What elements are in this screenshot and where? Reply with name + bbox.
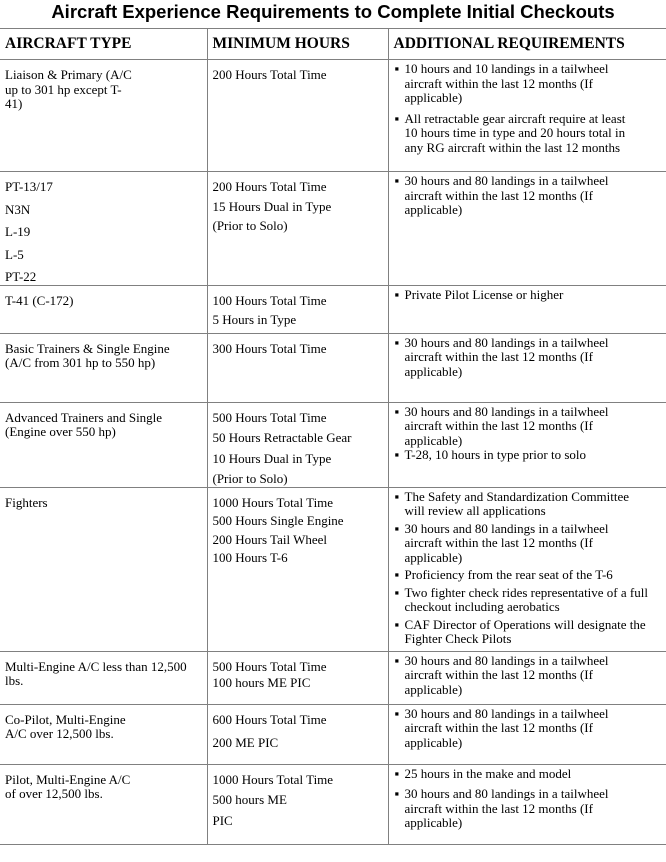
minimum-hours-line: 100 Hours Total Time xyxy=(212,292,327,308)
requirements-list xyxy=(393,767,663,831)
additional-requirements-cell xyxy=(388,487,666,651)
minimum-hours-line: 50 Hours Retractable Gear xyxy=(212,430,352,445)
bullet-icon: ▪ xyxy=(394,616,400,632)
requirement-text-line: applicable) xyxy=(404,432,463,448)
requirements-list xyxy=(393,336,663,380)
aircraft-type-line: (Engine over 550 hp) xyxy=(5,424,116,439)
requirement-text-line: aircraft within the last 12 months (If xyxy=(404,187,593,203)
aircraft-type-line: Co-Pilot, Multi-Engine xyxy=(5,711,126,727)
aircraft-type-cell xyxy=(0,704,207,764)
minimum-hours-line: 1000 Hours Total Time xyxy=(212,494,334,510)
minimum-hours-line: 1000 Hours Total Time xyxy=(212,771,334,787)
minimum-hours-line: 200 ME PIC xyxy=(212,735,279,750)
minimum-hours-cell xyxy=(207,487,388,651)
requirement-text-line: 30 hours and 80 landings in a tailwheel xyxy=(404,786,609,801)
requirement-text-line: All retractable gear aircraft require at least xyxy=(404,110,626,126)
requirement-item xyxy=(393,405,663,449)
bullet-icon: ▪ xyxy=(394,61,400,76)
aircraft-type-line: 41) xyxy=(5,96,23,111)
requirements-table xyxy=(0,28,666,845)
minimum-hours-cell xyxy=(207,285,388,333)
requirement-text-line: Fighter Check Pilots xyxy=(404,631,512,646)
additional-requirements-cell xyxy=(388,60,666,172)
minimum-hours-line: 10 Hours Dual in Type xyxy=(212,450,332,466)
requirements-list xyxy=(393,62,663,155)
bullet-icon: ▪ xyxy=(394,447,400,462)
requirement-text-line: applicable) xyxy=(404,815,463,830)
requirements-list xyxy=(393,174,663,218)
aircraft-type-line: Basic Trainers & Single Engine xyxy=(5,340,170,356)
bullet-icon: ▪ xyxy=(394,488,400,504)
minimum-hours-cell xyxy=(207,60,388,172)
header-additional-requirements: ADDITIONAL REQUIREMENTS xyxy=(388,29,666,60)
table-body xyxy=(0,60,666,845)
aircraft-type-line: lbs. xyxy=(5,673,24,688)
requirement-text-line: 10 hours time in type and 20 hours total in xyxy=(404,125,626,140)
requirement-text-line: Private Pilot License or higher xyxy=(404,286,564,302)
additional-requirements-cell xyxy=(388,402,666,487)
requirement-item xyxy=(393,336,663,380)
minimum-hours-line: 100 hours ME PIC xyxy=(212,675,311,690)
requirement-item xyxy=(393,490,663,519)
requirement-item xyxy=(393,448,663,463)
minimum-hours-line: 200 Hours Total Time xyxy=(212,67,327,82)
requirement-text-line: aircraft within the last 12 months (If xyxy=(404,349,593,364)
aircraft-type-cell xyxy=(0,487,207,651)
requirement-item xyxy=(393,787,663,831)
aircraft-type-line: PT-13/17 xyxy=(5,179,53,194)
bullet-icon: ▪ xyxy=(394,786,400,801)
requirement-item xyxy=(393,654,663,698)
aircraft-type-cell xyxy=(0,651,207,704)
requirement-text-line: aircraft within the last 12 months (If xyxy=(404,720,593,735)
aircraft-type-cell xyxy=(0,333,207,402)
minimum-hours-line: (Prior to Solo) xyxy=(212,471,288,486)
requirements-list xyxy=(393,490,663,647)
requirement-item xyxy=(393,288,663,303)
requirement-text-line: aircraft within the last 12 months (If xyxy=(404,75,593,91)
requirement-text-line: The Safety and Standardization Committee xyxy=(404,488,630,504)
minimum-hours-line: 5 Hours in Type xyxy=(212,312,297,327)
table-row xyxy=(0,333,666,402)
header-minimum-hours: MINIMUM HOURS xyxy=(207,29,388,60)
minimum-hours-cell xyxy=(207,651,388,704)
requirement-text-line: checkout including aerobatics xyxy=(404,599,560,614)
bullet-icon: ▪ xyxy=(394,705,400,721)
table-row xyxy=(0,764,666,844)
aircraft-type-cell xyxy=(0,402,207,487)
aircraft-type-cell xyxy=(0,60,207,172)
requirements-list xyxy=(393,707,663,751)
aircraft-type-line: Pilot, Multi-Engine A/C xyxy=(5,771,131,787)
aircraft-type-line: L-5 xyxy=(5,246,24,262)
minimum-hours-line: 600 Hours Total Time xyxy=(212,711,327,727)
requirement-text-line: aircraft within the last 12 months (If xyxy=(404,418,593,433)
aircraft-type-cell xyxy=(0,285,207,333)
requirements-list xyxy=(393,405,663,463)
requirement-text-line: Proficiency from the rear seat of the T-6 xyxy=(404,567,613,582)
additional-requirements-cell xyxy=(388,704,666,764)
table-row xyxy=(0,172,666,286)
aircraft-type-line: L-19 xyxy=(5,224,31,239)
requirement-text-line: aircraft within the last 12 months (If xyxy=(404,535,593,550)
requirement-item xyxy=(393,618,663,647)
header-row xyxy=(0,29,666,60)
requirement-text-line: T-28, 10 hours in type prior to solo xyxy=(404,447,587,462)
bullet-icon: ▪ xyxy=(394,110,400,126)
requirement-item xyxy=(393,174,663,218)
requirement-text-line: applicable) xyxy=(404,90,463,105)
requirement-text-line: applicable) xyxy=(404,202,463,217)
minimum-hours-line: (Prior to Solo) xyxy=(212,218,288,233)
requirement-item xyxy=(393,568,663,583)
table-row xyxy=(0,487,666,651)
aircraft-type-line: up to 301 hp except T- xyxy=(5,81,122,97)
requirement-text-line: applicable) xyxy=(404,549,463,565)
minimum-hours-cell xyxy=(207,333,388,402)
requirement-text-line: applicable) xyxy=(404,363,463,379)
minimum-hours-cell xyxy=(207,172,388,286)
requirement-text-line: 25 hours in the make and model xyxy=(404,765,572,781)
requirement-text-line: any RG aircraft within the last 12 months xyxy=(404,139,621,155)
requirement-text-line: 30 hours and 80 landings in a tailwheel xyxy=(404,334,609,350)
requirement-text-line: CAF Director of Operations will designate the xyxy=(404,616,646,632)
additional-requirements-cell xyxy=(388,764,666,844)
header-aircraft-type: AIRCRAFT TYPE xyxy=(0,29,207,60)
requirement-text-line: 30 hours and 80 landings in a tailwheel xyxy=(404,652,609,668)
requirements-list xyxy=(393,288,663,303)
minimum-hours-line: 500 Hours Total Time xyxy=(212,658,327,674)
requirement-item xyxy=(393,62,663,106)
requirement-text-line: 30 hours and 80 landings in a tailwheel xyxy=(404,173,609,188)
minimum-hours-line: 500 Hours Total Time xyxy=(212,409,327,425)
bullet-icon: ▪ xyxy=(394,765,400,781)
requirement-text-line: will review all applications xyxy=(404,503,546,518)
aircraft-type-line: A/C over 12,500 lbs. xyxy=(5,726,114,741)
requirement-text-line: aircraft within the last 12 months (If xyxy=(404,800,593,816)
bullet-icon: ▪ xyxy=(394,567,400,582)
minimum-hours-line: 300 Hours Total Time xyxy=(212,340,327,356)
requirement-text-line: Two fighter check rides representative of a full xyxy=(404,584,648,600)
requirement-text-line: 30 hours and 80 landings in a tailwheel xyxy=(404,705,609,721)
table-row xyxy=(0,402,666,487)
requirement-text-line: 30 hours and 80 landings in a tailwheel xyxy=(404,520,609,536)
table-row xyxy=(0,285,666,333)
aircraft-type-cell xyxy=(0,172,207,286)
bullet-icon: ▪ xyxy=(394,584,400,600)
bullet-icon: ▪ xyxy=(394,173,400,188)
requirement-text-line: applicable) xyxy=(404,734,463,750)
additional-requirements-cell xyxy=(388,333,666,402)
minimum-hours-line: 15 Hours Dual in Type xyxy=(212,198,332,214)
requirement-text-line: 10 hours and 10 landings in a tailwheel xyxy=(404,61,609,76)
additional-requirements-cell xyxy=(388,651,666,704)
minimum-hours-line: 200 Hours Total Time xyxy=(212,179,327,194)
document-title: Aircraft Experience Requirements to Complete Initial Checkouts xyxy=(51,1,615,22)
aircraft-type-line: PT-22 xyxy=(5,269,37,284)
aircraft-type-line: Fighters xyxy=(5,494,48,510)
table-row xyxy=(0,60,666,172)
table-row xyxy=(0,704,666,764)
requirement-text-line: applicable) xyxy=(404,681,463,697)
bullet-icon: ▪ xyxy=(394,334,400,350)
requirements-list xyxy=(393,654,663,698)
additional-requirements-cell xyxy=(388,285,666,333)
aircraft-type-cell xyxy=(0,764,207,844)
requirement-item xyxy=(393,522,663,566)
requirement-text-line: aircraft within the last 12 months (If xyxy=(404,667,593,682)
requirement-text-line: 30 hours and 80 landings in a tailwheel xyxy=(404,403,609,419)
aircraft-type-line: of over 12,500 lbs. xyxy=(5,786,103,801)
minimum-hours-cell xyxy=(207,764,388,844)
minimum-hours-cell xyxy=(207,402,388,487)
minimum-hours-line: 200 Hours Tail Wheel xyxy=(212,531,328,547)
minimum-hours-cell xyxy=(207,704,388,764)
requirement-item xyxy=(393,586,663,615)
requirement-item xyxy=(393,707,663,751)
requirement-item xyxy=(393,112,663,156)
minimum-hours-line: 500 Hours Single Engine xyxy=(212,513,344,528)
aircraft-type-line: T-41 (C-172) xyxy=(5,292,74,308)
aircraft-type-line: Liaison & Primary (A/C xyxy=(5,67,132,82)
minimum-hours-line: 500 hours ME xyxy=(212,792,287,807)
bullet-icon: ▪ xyxy=(394,652,400,668)
aircraft-type-line: Advanced Trainers and Single xyxy=(5,409,163,425)
aircraft-type-line: N3N xyxy=(5,201,31,217)
minimum-hours-line: PIC xyxy=(212,812,233,828)
table-row xyxy=(0,651,666,704)
additional-requirements-cell xyxy=(388,172,666,286)
minimum-hours-line: 100 Hours T-6 xyxy=(212,550,288,565)
bullet-icon: ▪ xyxy=(394,403,400,419)
requirement-item xyxy=(393,767,663,782)
aircraft-type-line: (A/C from 301 hp to 550 hp) xyxy=(5,355,156,370)
bullet-icon: ▪ xyxy=(394,286,400,302)
bullet-icon: ▪ xyxy=(394,520,400,536)
aircraft-type-line: Multi-Engine A/C less than 12,500 xyxy=(5,658,187,674)
